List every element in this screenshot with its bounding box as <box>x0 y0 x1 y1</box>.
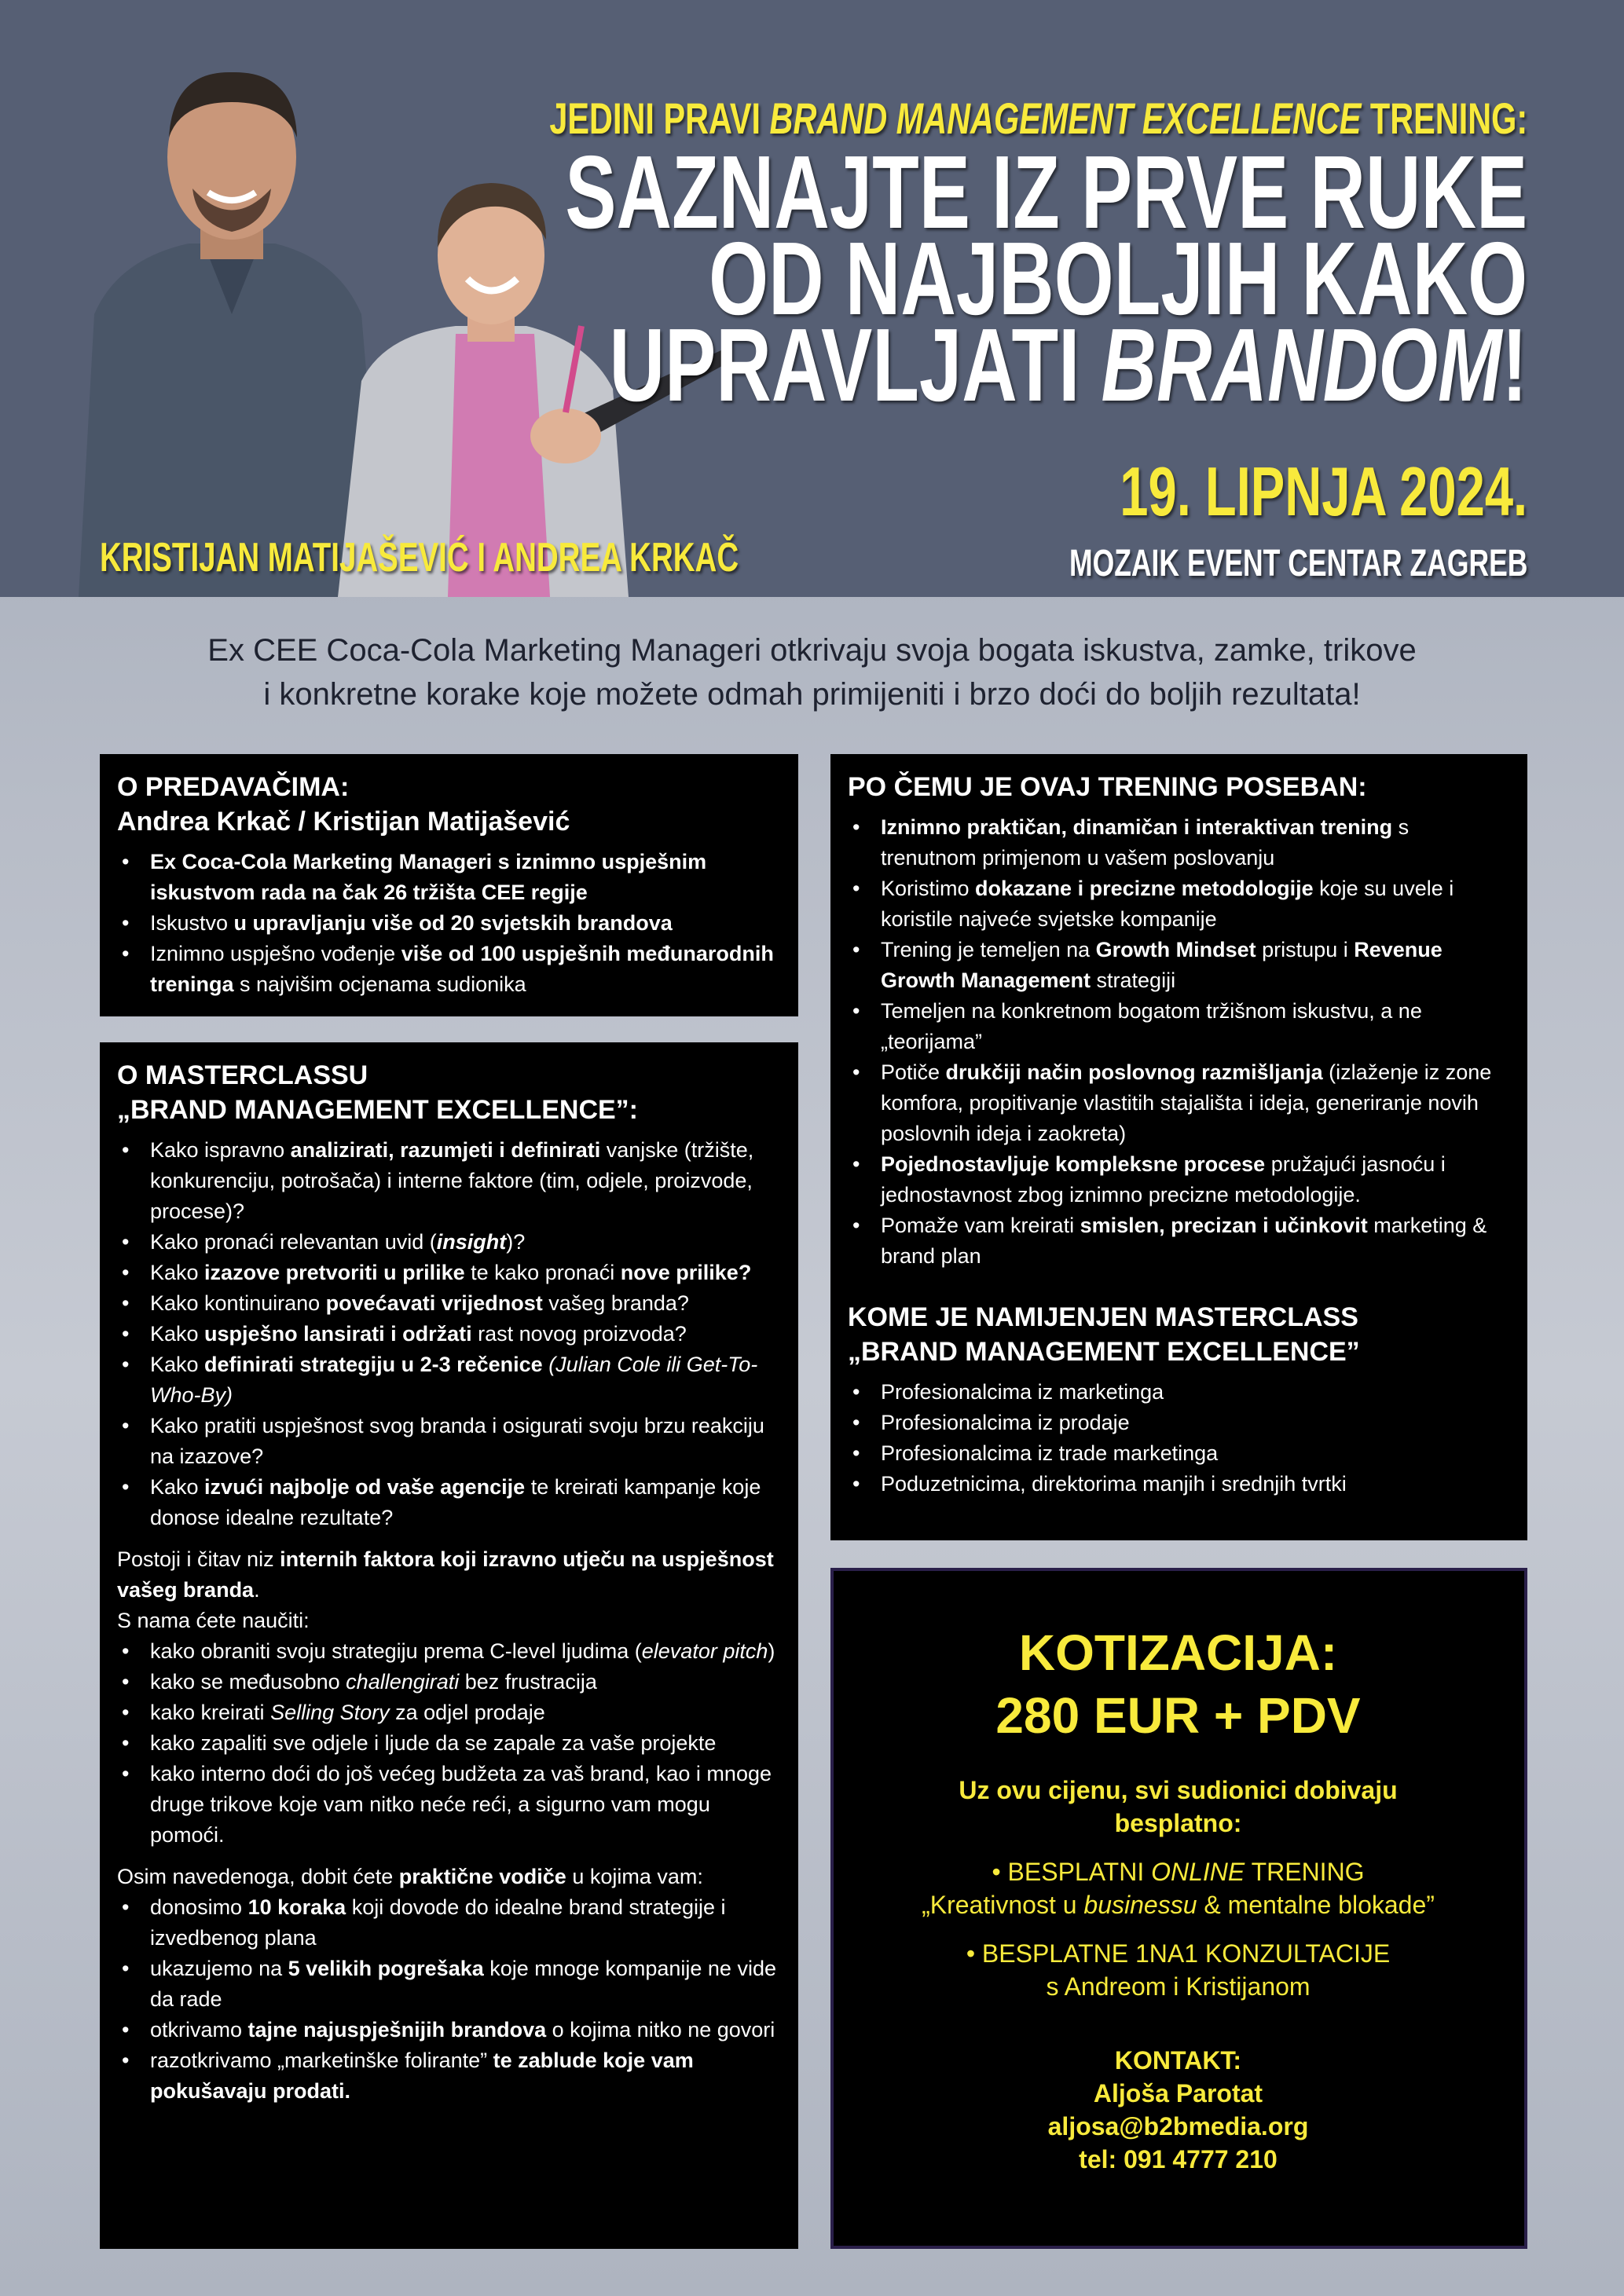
text-run: drukčiji način poslovnog razmišljanja <box>945 1060 1323 1084</box>
text-run: . <box>254 1578 260 1602</box>
text-run: OD NAJBOLJIH KAKO <box>708 221 1527 336</box>
hero-banner <box>0 0 1624 597</box>
text-run: Growth Mindset <box>1095 938 1256 961</box>
text-run: Kako ispravno <box>150 1138 291 1162</box>
section-title: PO ČEMU JE OVAJ TRENING POSEBAN: <box>848 772 1367 802</box>
why-special-box <box>830 754 1527 1540</box>
headline-line <box>609 307 1527 423</box>
speaker-names: KRISTIJAN MATIJAŠEVIĆ I ANDREA KRKAČ <box>100 535 739 580</box>
list-item <box>117 1892 779 1954</box>
list-item <box>117 1227 779 1258</box>
text-run: Profesionalcima iz prodaje <box>881 1411 1130 1434</box>
text-run: vašeg branda? <box>542 1291 689 1315</box>
text-run: Poduzetnicima, direktorima manjih i srednjih tvrtki <box>881 1472 1347 1496</box>
text-run: (izlaženje iz zone komfora, propitivanje vlastitih stajališta i ideja, generiranje novih poslovnih ideja i zaokreta) <box>881 1060 1492 1145</box>
text-run: Kako <box>150 1475 205 1499</box>
list-item <box>117 1636 779 1667</box>
list-item <box>117 1697 779 1728</box>
text-run: TRENING: <box>1361 93 1527 143</box>
learn-intro: S nama ćete naučiti: <box>117 1609 310 1632</box>
text-run: dokazane i precizne metodologije <box>975 877 1314 900</box>
text-run: u upravljanju više od 20 svjetskih brandova <box>233 911 673 935</box>
text-run: 5 velikih pogrešaka <box>288 1957 484 1980</box>
text-run: Koristimo <box>881 877 976 900</box>
text-run: 10 koraka <box>247 1895 346 1919</box>
list-item <box>117 1667 779 1697</box>
text-run: te kako pronaći <box>464 1261 621 1284</box>
text-run: Profesionalcima iz marketinga <box>881 1380 1164 1404</box>
text-run: razotkrivamo „marketinške folirante” <box>150 2049 493 2072</box>
list-item <box>848 996 1509 1057</box>
text-run: • BESPLATNI <box>992 1858 1152 1886</box>
text-run: & mentalne blokade” <box>1197 1891 1435 1919</box>
text-run: Kako <box>150 1261 205 1284</box>
text-run: Kako pratiti uspješnost svog branda i osigurati svoju brzu reakciju na izazove? <box>150 1414 764 1468</box>
text-run: donosimo <box>150 1895 248 1919</box>
text-run: uspješno lansirati i održati <box>204 1322 472 1346</box>
list-item <box>848 812 1509 873</box>
text-run: ONLINE <box>1151 1858 1245 1886</box>
text-run: te zablude koje vam pokušavaju prodati. <box>150 2049 694 2103</box>
list-item <box>848 1149 1509 1210</box>
text-run: kako se međusobno <box>150 1670 346 1694</box>
text-run: Trening je temeljen na <box>881 938 1096 961</box>
text-run: ! <box>1501 307 1527 423</box>
pricing-title: KOTIZACIJA: <box>1018 1624 1338 1681</box>
special-features-list <box>848 812 1509 1272</box>
event-date: 19. LIPNJA 2024. <box>1120 452 1527 530</box>
text-run: Potiče <box>881 1060 946 1084</box>
list-item <box>117 2045 779 2107</box>
list-item <box>117 1135 779 1227</box>
text-run: Kako pronaći relevantan uvid ( <box>150 1230 437 1254</box>
text-run: bez frustracija <box>459 1670 597 1694</box>
text-run: Kako <box>150 1353 205 1376</box>
text-run: JEDINI PRAVI <box>549 93 770 143</box>
section-subtitle: „BRAND MANAGEMENT EXCELLENCE”: <box>117 1095 638 1125</box>
text-run: za odjel prodaje <box>389 1701 545 1724</box>
contact-name: Aljoša Parotat <box>1093 2079 1263 2107</box>
text-run: kako kreirati <box>150 1701 271 1724</box>
text-run: Kako <box>150 1322 205 1346</box>
text-run: definirati strategiju u 2-3 rečenice <box>204 1353 543 1376</box>
list-item <box>848 1377 1509 1408</box>
text-run: SAZNAJTE IZ PRVE RUKE <box>565 134 1527 250</box>
text-run: pristupu i <box>1256 938 1355 961</box>
list-item <box>848 1057 1509 1149</box>
event-venue: MOZAIK EVENT CENTAR ZAGREB <box>1069 543 1527 584</box>
text-run: o kojima nitko ne govori <box>546 2018 775 2041</box>
text-run: Temeljen na konkretnom bogatom tržišnom iskustvu, a ne „teorijama” <box>881 999 1422 1053</box>
text-run: TRENING <box>1245 1858 1365 1886</box>
text-run: Ex Coca-Cola Marketing Manageri s iznimno uspješnim iskustvom rada na čak 26 tržišta CEE regije <box>150 850 707 904</box>
text-run: Selling Story <box>270 1701 390 1724</box>
text-run: insight <box>436 1230 507 1254</box>
text-run: Postoji i čitav niz <box>117 1547 280 1571</box>
text-run: koje mnoge kompanije ne vide da rade <box>150 1957 776 2011</box>
list-item <box>848 1438 1509 1469</box>
text-run: smislen, precizan i učinkovit <box>1080 1214 1368 1237</box>
text-run: Iskustvo <box>150 911 234 935</box>
text-run: internih faktora koji izravno utječu na uspješnost vašeg branda <box>117 1547 774 1602</box>
section-title: O MASTERCLASSU <box>117 1060 368 1090</box>
text-run: izvući najbolje od vaše agencije <box>204 1475 526 1499</box>
learn-list <box>117 1636 779 1851</box>
text-run: nove prilike? <box>620 1261 752 1284</box>
list-item <box>117 1258 779 1288</box>
list-item <box>117 1349 779 1411</box>
text-run: Iznimno uspješno vođenje <box>150 942 401 965</box>
perk-online-training <box>851 1855 1505 1921</box>
masterclass-questions-list <box>117 1135 779 1533</box>
text-run: strategiji <box>1091 969 1176 992</box>
text-run: BRANDOM <box>1101 307 1502 423</box>
headline-title <box>227 134 1527 423</box>
text-run: ukazujemo na <box>150 1957 288 1980</box>
text-run: Iznimno praktičan, dinamičan i interaktivan trening <box>881 815 1393 839</box>
text-run: tajne najuspješnijih brandova <box>247 2018 547 2041</box>
about-masterclass-box <box>100 1042 798 2249</box>
about-speakers-box <box>100 754 798 1016</box>
section-title: O PREDAVAČIMA: <box>117 772 350 802</box>
text-run: praktične vodiče <box>398 1865 566 1888</box>
audience-list <box>848 1377 1509 1500</box>
text-run: ) <box>768 1639 775 1663</box>
text-run: te kreirati kampanje koje donose idealne rezultate? <box>150 1475 761 1529</box>
list-item <box>848 873 1509 935</box>
text-run: challengirati <box>346 1670 460 1694</box>
contact-block <box>851 2044 1505 2176</box>
text-run: koji dovode do idealne brand strategije i izvedbenog plana <box>150 1895 726 1950</box>
perks-intro: Uz ovu cijenu, svi sudionici dobivaju besplatno: <box>959 1776 1398 1837</box>
guides-paragraph <box>117 1862 779 1892</box>
text-run: )? <box>506 1230 526 1254</box>
text-run: u kojima vam: <box>566 1865 703 1888</box>
list-item <box>117 1319 779 1349</box>
text-run: izazove pretvoriti u prilike <box>204 1261 465 1284</box>
audience-subtitle: „BRAND MANAGEMENT EXCELLENCE” <box>848 1337 1360 1367</box>
text-run: povećavati vrijednost <box>325 1291 543 1315</box>
text-run: Profesionalcima iz trade marketinga <box>881 1441 1219 1465</box>
text-run: (Julian Cole ili Get-To-Who-By) <box>150 1353 758 1407</box>
list-item <box>117 1728 779 1759</box>
list-item <box>117 939 779 1000</box>
list-item <box>117 1288 779 1319</box>
text-run: otkrivamo <box>150 2018 248 2041</box>
text-run: Revenue Growth Management <box>881 938 1443 992</box>
intro-text <box>0 628 1624 716</box>
text-run: Kako kontinuirano <box>150 1291 326 1315</box>
list-item <box>117 847 779 908</box>
intro-line: Ex CEE Coca-Cola Marketing Manageri otkrivaju svoja bogata iskustva, zamke, trikove <box>207 633 1417 668</box>
text-run: „Kreativnost u <box>922 1891 1084 1919</box>
text-run: s trenutnom primjenom u vašem poslovanju <box>881 815 1410 870</box>
audience-title: KOME JE NAMIJENJEN MASTERCLASS <box>848 1302 1358 1332</box>
contact-email-link[interactable]: aljosa@b2bmedia.org <box>1047 2112 1309 2140</box>
text-run: UPRAVLJATI <box>609 307 1102 423</box>
text-run: pružajući jasnoću i jednostavnost zbog iznimno precizne metodologije. <box>881 1152 1446 1207</box>
list-item <box>117 1759 779 1851</box>
text-run: businessu <box>1083 1891 1197 1919</box>
text-run: elevator pitch <box>641 1639 768 1663</box>
contact-label: KONTAKT: <box>1114 2046 1242 2074</box>
list-item <box>117 1411 779 1472</box>
intro-line: i konkretne korake koje možete odmah primijeniti i brzo doći do boljih rezultata! <box>263 677 1361 712</box>
perk-consultation: • BESPLATNE 1NA1 KONZULTACIJE s Andreom i Kristijanom <box>966 1939 1391 2001</box>
text-run: kako zapaliti sve odjele i ljude da se zapale za vaše projekte <box>150 1731 717 1755</box>
list-item <box>117 1954 779 2015</box>
section-subtitle: Andrea Krkač / Kristijan Matijašević <box>117 807 570 837</box>
speaker-facts-list <box>117 847 779 1000</box>
text-run: analizirati, razumjeti i definirati <box>290 1138 601 1162</box>
text-run: marketing & brand plan <box>881 1214 1487 1268</box>
pricing-box <box>830 1568 1527 2249</box>
text-run: rast novog proizvoda? <box>471 1322 687 1346</box>
text-run: s najvišim ocjenama sudionika <box>233 972 526 996</box>
text-run: vanjske (tržište, konkurenciju, potrošača) i interne faktore (tim, odjele, proizvode, procese)? <box>150 1138 754 1223</box>
text-run: kako interno doći do još većeg budžeta za vaš brand, kao i mnoge druge trikove koje vam nitko neće reći, a sigurno vam mogu pomoći. <box>150 1762 772 1847</box>
text-run: više od 100 uspješnih međunarodnih treninga <box>150 942 774 996</box>
price: 280 EUR + PDV <box>995 1687 1361 1744</box>
text-run: BRAND MANAGEMENT EXCELLENCE <box>769 93 1362 143</box>
list-item <box>117 1472 779 1533</box>
text-run: koje su uvele i koristile najveće svjetske kompanije <box>881 877 1454 931</box>
contact-phone[interactable]: tel: 091 4777 210 <box>1079 2145 1278 2173</box>
list-item <box>848 1210 1509 1272</box>
list-item <box>848 935 1509 996</box>
internal-factors-paragraph <box>117 1544 779 1606</box>
list-item <box>848 1469 1509 1500</box>
text-run: kako obraniti svoju strategiju prema C-level ljudima ( <box>150 1639 642 1663</box>
list-item <box>117 2015 779 2045</box>
guides-list <box>117 1892 779 2107</box>
list-item <box>117 908 779 939</box>
list-item <box>848 1408 1509 1438</box>
text-run: Pojednostavljuje kompleksne procese <box>881 1152 1266 1176</box>
text-run: Osim navedenoga, dobit ćete <box>117 1865 399 1888</box>
text-run: Pomaže vam kreirati <box>881 1214 1080 1237</box>
